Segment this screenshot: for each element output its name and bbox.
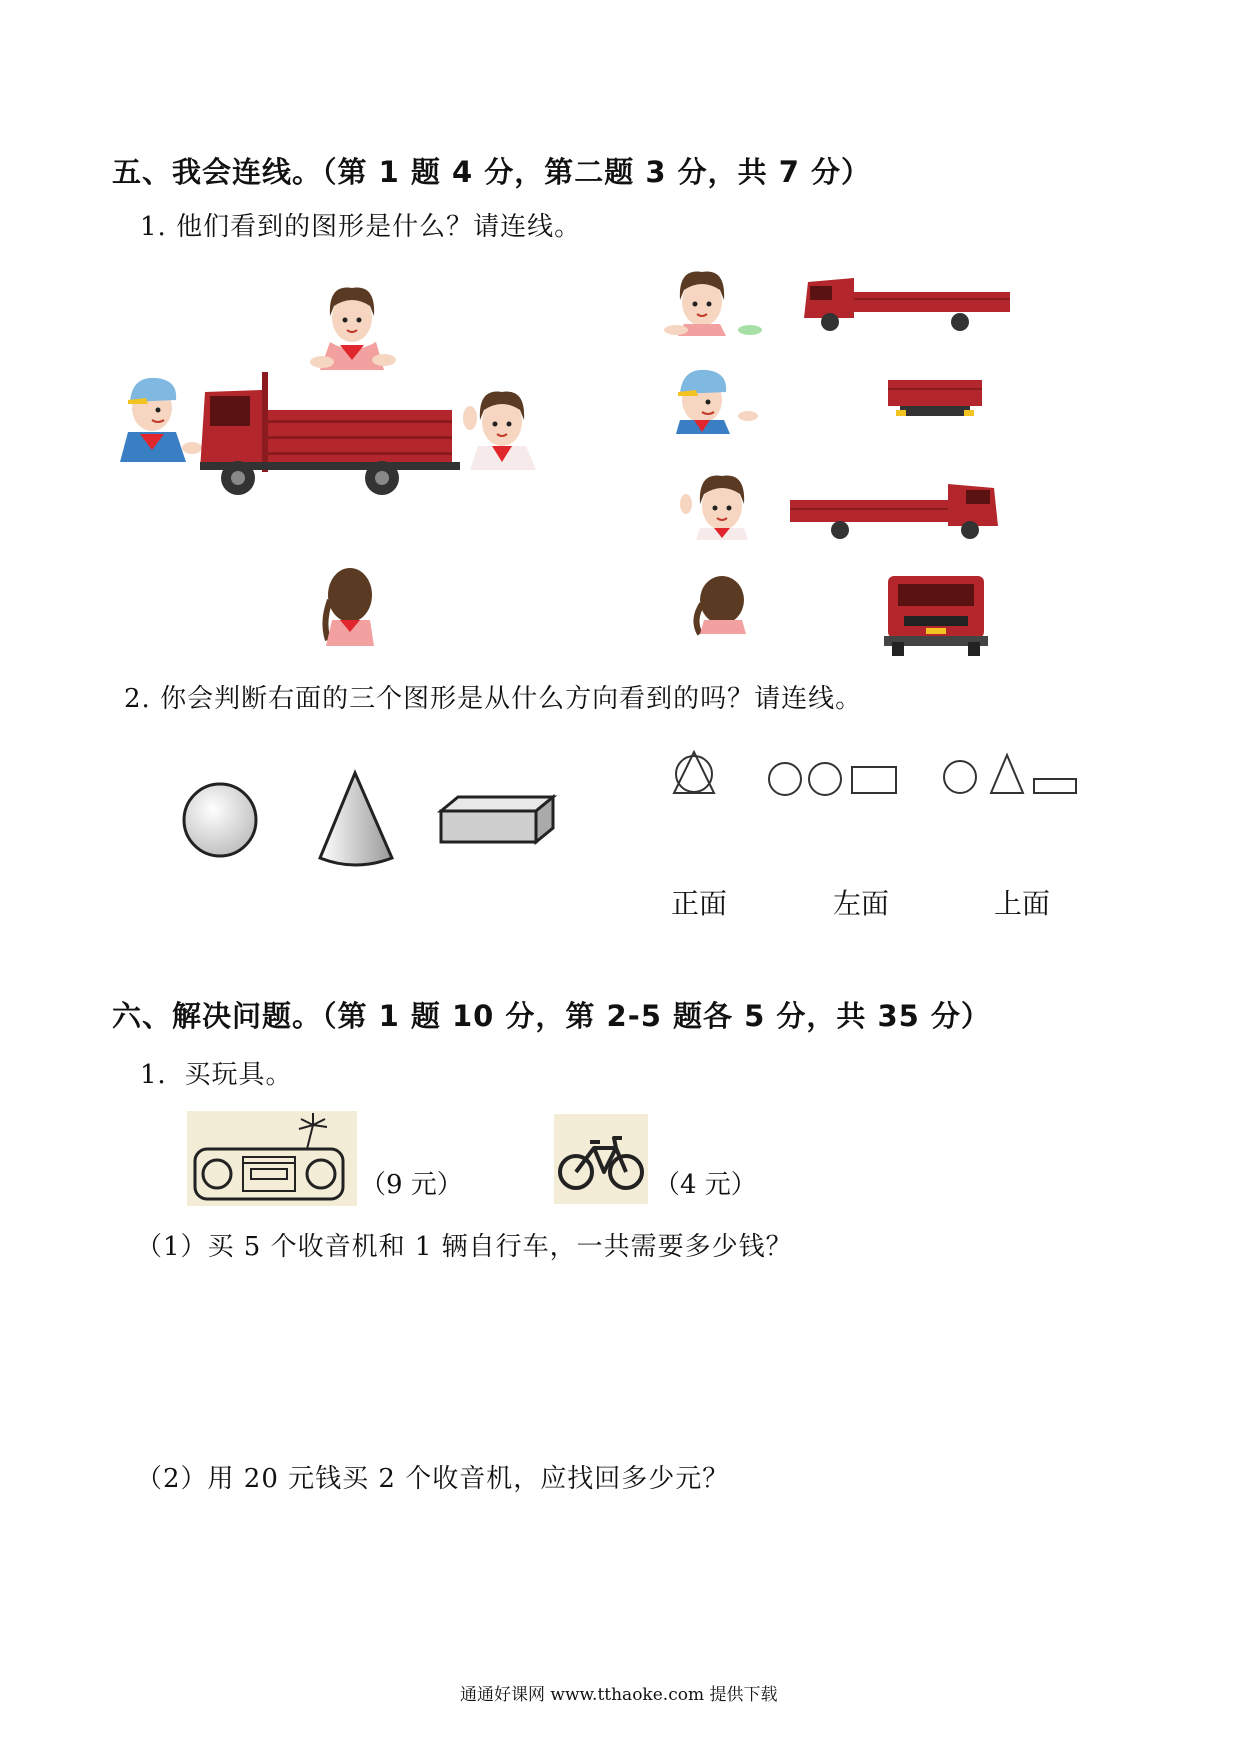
view-group-3: [944, 755, 1076, 793]
section6-sub1: （1）买 5 个收音机和 1 辆自行车，一共需要多少钱？: [136, 1232, 793, 1262]
cone-solid: [320, 773, 392, 865]
cuboid-solid: [441, 797, 553, 842]
section6-heading: 六、解决问题。（第 1 题 10 分，第 2-5 题各 5 分，共 35 分）: [112, 999, 991, 1033]
section5-q1: 1. 他们看到的图形是什么？请连线。: [140, 212, 582, 242]
radio-price: （9 元）: [360, 1170, 463, 1200]
sphere-solid: [184, 784, 256, 856]
section5-q2: 2. 你会判断右面的三个图形是从什么方向看到的吗？请连线。: [124, 684, 863, 714]
section6-sub2: （2）用 20 元钱买 2 个收音机，应找回多少元？: [136, 1464, 730, 1494]
view-label-top: 上面: [994, 887, 1051, 920]
view-group-1: [674, 752, 714, 793]
section5-heading: 五、我会连线。（第 1 题 4 分，第二题 3 分，共 7 分）: [112, 155, 871, 189]
view-label-front: 正面: [671, 887, 728, 920]
view-group-2: [769, 763, 896, 795]
section6-q1: 1．买玩具。: [140, 1060, 293, 1090]
footer: 通通好课网 www.tthaoke.com 提供下载: [460, 1685, 778, 1705]
bicycle-image: [554, 1114, 648, 1204]
bicycle-price: （4 元）: [654, 1170, 757, 1200]
radio-image: [187, 1111, 357, 1206]
view-label-left: 左面: [833, 887, 890, 920]
